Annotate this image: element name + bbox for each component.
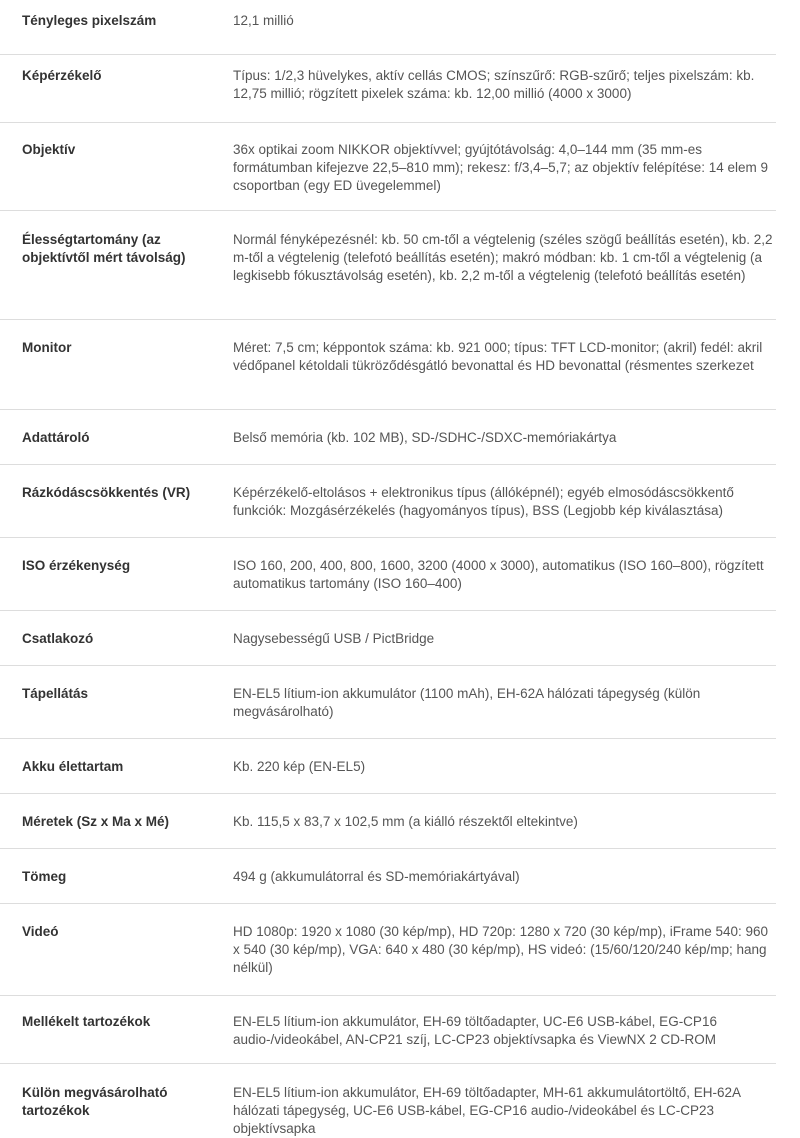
spec-value: EN-EL5 lítium-ion akkumulátor (1100 mAh), EH-62A hálózati tápegység (külön megvásárolható) (233, 686, 701, 719)
spec-value: 12,1 millió (233, 13, 294, 28)
spec-value: Normál fényképezésnél: kb. 50 cm-től a végtelenig (széles szögű beállítás esetén), kb. 2,2 m-től a végtelenig (telefotó beállítás esetén); makró módban: kb. 1 cm-től a végtelenig (a legkisebb fókusztávolság esetén), kb. 2,2 m-től a végtelenig (telefotó beállítás esetén) (233, 232, 773, 283)
spec-value: EN-EL5 lítium-ion akkumulátor, EH-69 töltőadapter, MH-61 akkumulátortöltő, EH-62A hálózati tápegység, UC-E6 USB-kábel, EG-CP16 audio-/videokábel és LC-CP23 objektívsapka (233, 1085, 741, 1136)
spec-row-video (0, 904, 776, 996)
spec-row-elessegtartomany (0, 211, 776, 320)
spec-row-monitor (0, 320, 776, 410)
spec-value: ISO 160, 200, 400, 800, 1600, 3200 (4000 x 3000), automatikus (ISO 160–800), rögzített automatikus tartomány (ISO 160–400) (233, 558, 764, 591)
spec-value: Méret: 7,5 cm; képpontok száma: kb. 921 000; típus: TFT LCD-monitor; (akril) fedél: akril védőpanel kétoldali tükröződésgátló bevonattal és HD bevonattal (résmentes szerkezet (233, 340, 763, 373)
spec-label: Akku élettartam (22, 759, 124, 774)
spec-label: Csatlakozó (22, 631, 94, 646)
spec-value: HD 1080p: 1920 x 1080 (30 kép/mp), HD 720p: 1280 x 720 (30 kép/mp), iFrame 540: 960 x 540 (30 kép/mp), VGA: 640 x 480 (30 kép/mp), HS videó: (15/60/120/240 kép/mp; hang nélkül) (233, 924, 769, 975)
spec-row-adattarolo (0, 410, 776, 465)
spec-row-razkodascsokkentes (0, 465, 776, 538)
spec-row-iso-erzekenyseg (0, 538, 776, 611)
spec-value: 494 g (akkumulátorral és SD-memóriakártyával) (233, 869, 520, 884)
spec-row-tenyleges-pixelszam (0, 0, 776, 55)
spec-row-kulon-megvasarolhato-tartozekok (0, 1064, 776, 1138)
spec-value: Kb. 115,5 x 83,7 x 102,5 mm (a kiálló részektől eltekintve) (233, 814, 578, 829)
spec-label: Tápellátás (22, 686, 89, 701)
spec-row-csatlakozo (0, 611, 776, 666)
spec-label: Méretek (Sz x Ma x Mé) (22, 814, 170, 829)
spec-label: Monitor (22, 340, 72, 355)
spec-label: Élességtartomány (az objektívtől mért távolság) (22, 232, 186, 265)
spec-row-kepErzekelo (0, 55, 776, 123)
spec-row-tomeg (0, 849, 776, 904)
spec-label: Mellékelt tartozékok (22, 1014, 151, 1029)
spec-label: Videó (22, 924, 59, 939)
spec-label: Objektív (22, 142, 76, 157)
spec-value: Képérzékelő-eltolásos + elektronikus típus (állóképnél); egyéb elmosódáscsökkentő funkciók: Mozgásérzékelés (hagyományos típus), BSS (Legjobb kép kiválasztása) (233, 485, 734, 518)
spec-row-tapellatas (0, 666, 776, 739)
spec-label: Adattároló (22, 430, 90, 445)
spec-row-akku-elettartam (0, 739, 776, 794)
spec-value: EN-EL5 lítium-ion akkumulátor, EH-69 töltőadapter, UC-E6 USB-kábel, EG-CP16 audio-/videokábel, AN-CP21 szíj, LC-CP23 objektívsapka és ViewNX 2 CD-ROM (233, 1014, 717, 1047)
spec-label: Tényleges pixelszám (22, 13, 157, 28)
spec-label: Képérzékelő (22, 68, 102, 83)
spec-value: 36x optikai zoom NIKKOR objektívvel; gyújtótávolság: 4,0–144 mm (35 mm-es formátumban kifejezve 22,5–810 mm); rekesz: f/3,4–5,7; az objektív felépítése: 14 elem 9 csoportban (egy ED üvegelemmel) (233, 142, 769, 193)
spec-row-mellekelt-tartozekok (0, 996, 776, 1064)
spec-value: Kb. 220 kép (EN-EL5) (233, 759, 366, 774)
spec-label: Tömeg (22, 869, 67, 884)
spec-label: ISO érzékenység (22, 558, 131, 573)
spec-label: Külön megvásárolható tartozékok (22, 1085, 168, 1118)
spec-label: Rázkódáscsökkentés (VR) (22, 485, 191, 500)
spec-row-objektiv (0, 123, 776, 211)
spec-value: Típus: 1/2,3 hüvelykes, aktív cellás CMOS; színszűrő: RGB-szűrő; teljes pixelszám: kb. 12,75 millió; rögzített pixelek száma: kb. 12,00 millió (4000 x 3000) (233, 68, 755, 101)
spec-value: Belső memória (kb. 102 MB), SD-/SDHC-/SDXC-memóriakártya (233, 430, 617, 445)
spec-row-meretek (0, 794, 776, 849)
spec-value: Nagysebességű USB / PictBridge (233, 631, 435, 646)
